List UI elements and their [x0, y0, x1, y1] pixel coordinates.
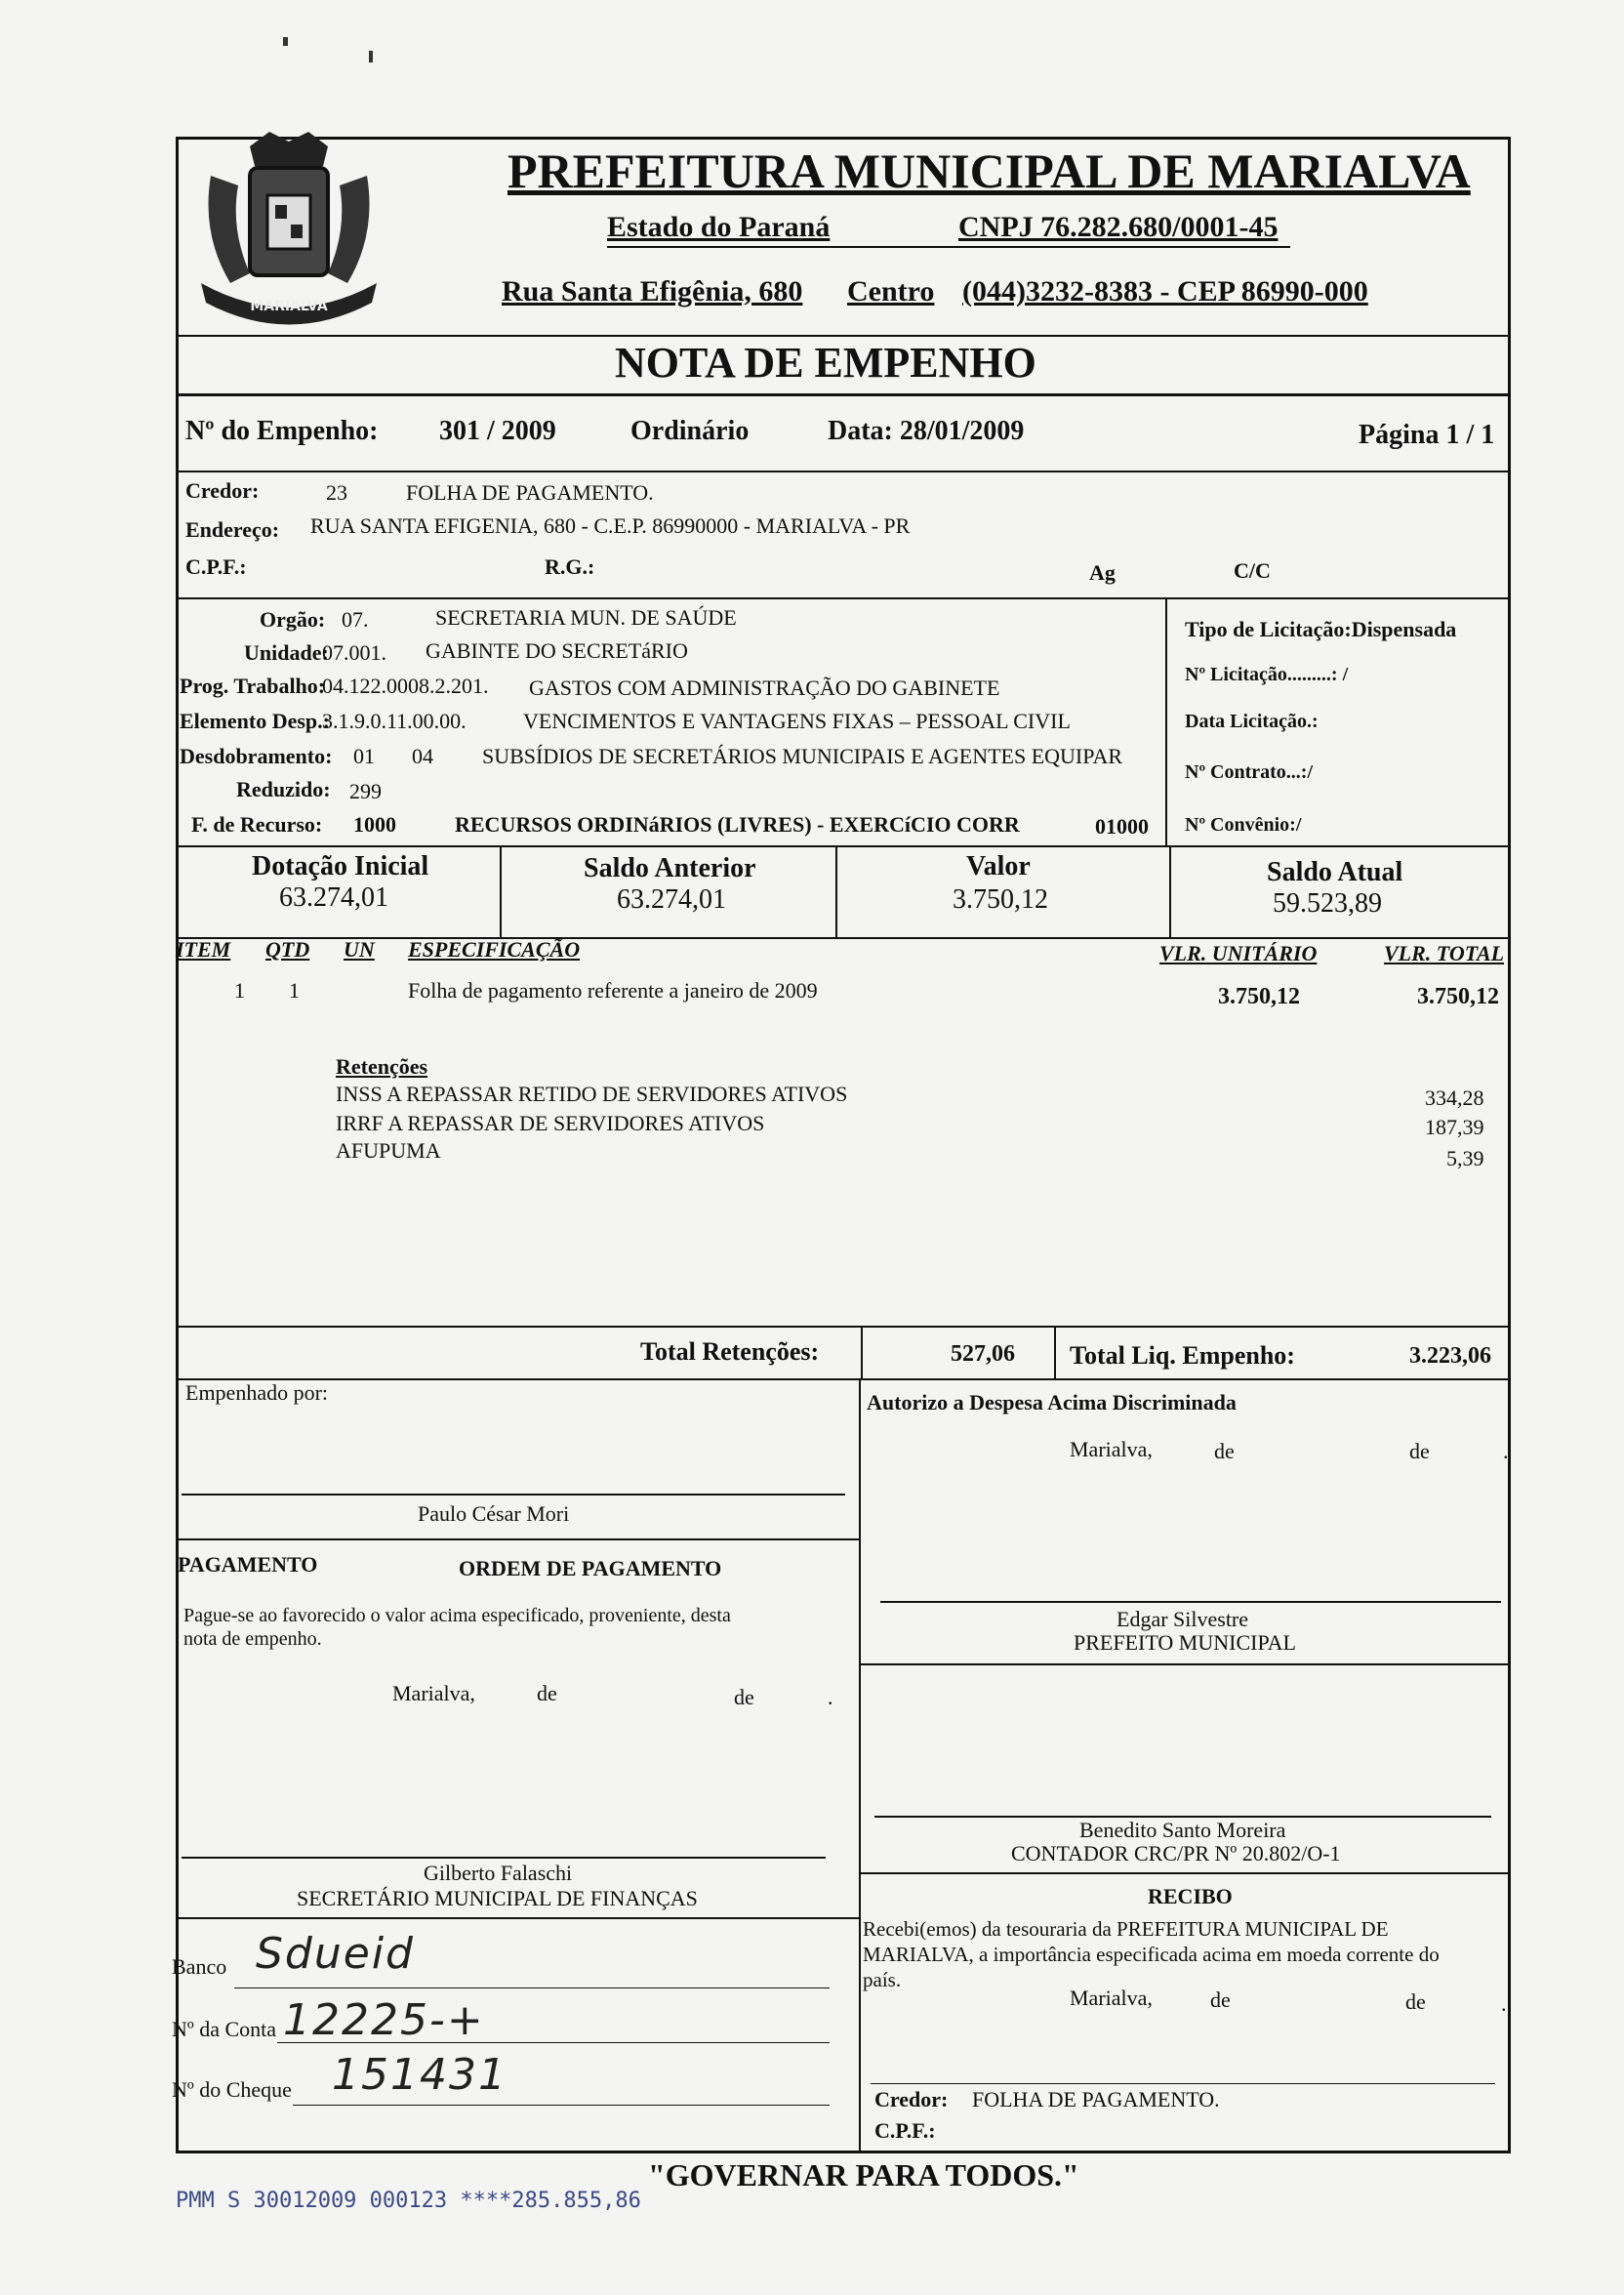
item-unit-value: 3.750,12 [1218, 984, 1300, 1009]
item-number: 1 [234, 978, 245, 1003]
dotacao-label: Dotação Inicial [252, 851, 429, 881]
conta-label: Nº da Conta [172, 2017, 277, 2041]
retencao-value: 334,28 [1425, 1086, 1484, 1110]
date-de: de [1214, 1439, 1235, 1463]
elemento-value: VENCIMENTOS E VANTAGENS FIXAS – PESSOAL CIVIL [523, 709, 1071, 733]
unidade-code: 07.001. [322, 640, 386, 665]
rg-label: R.G.: [545, 554, 595, 579]
pagamento-heading: PAGAMENTO [178, 1552, 318, 1577]
ordem-heading: ORDEM DE PAGAMENTO [459, 1556, 722, 1580]
cc-label: C/C [1234, 558, 1271, 583]
total-retencoes-value: 527,06 [951, 1341, 1015, 1367]
total-retencoes-label: Total Retenções: [640, 1337, 820, 1366]
divider [1165, 597, 1167, 845]
cpf-label: C.P.F.: [185, 554, 247, 579]
divider [1169, 845, 1171, 937]
orgao-value: SECRETARIA MUN. DE SAÚDE [435, 605, 737, 630]
divider [176, 1326, 1511, 1328]
orgao-code: 07. [342, 607, 369, 632]
cheque-handwritten: 151431 [332, 2050, 508, 2100]
endereco-label: Endereço: [185, 517, 280, 542]
prog-code: 04.122.0008.2.201. [322, 674, 489, 698]
date-de: de [1210, 1988, 1231, 2012]
autorizo-heading: Autorizo a Despesa Acima Discriminada [867, 1390, 1237, 1414]
item-spec: Folha de pagamento referente a janeiro de 2009 [408, 978, 818, 1003]
endereco-value: RUA SANTA EFIGENIA, 680 - C.E.P. 86990000 - MARIALVA - PR [310, 513, 911, 538]
recibo-text: Recebi(emos) da tesouraria da PREFEITURA MUNICIPAL DE [863, 1917, 1389, 1941]
recibo-text: país. [863, 1968, 902, 1991]
saldo-anterior-label: Saldo Anterior [584, 853, 756, 883]
unidade-value: GABINTE DO SECRETáRIO [426, 638, 688, 663]
prefeito-name: Edgar Silvestre [1116, 1607, 1249, 1631]
scan-speck [369, 51, 373, 62]
divider [859, 1872, 1511, 1874]
municipal-seal-icon [191, 127, 386, 332]
desdobramento-code: 04 [412, 744, 433, 768]
ag-label: Ag [1089, 560, 1116, 585]
recurso-code: 1000 [353, 812, 396, 837]
header-underline [607, 246, 1290, 248]
date-dot: . [828, 1685, 833, 1709]
signature-line [880, 1601, 1501, 1603]
saldo-atual-label: Saldo Atual [1267, 857, 1403, 887]
signature-line [182, 1857, 826, 1859]
divider [176, 1538, 859, 1540]
licitacao-data: Data Licitação.: [1185, 711, 1319, 732]
divider [176, 335, 1511, 337]
date-city: Marialva, [1070, 1437, 1153, 1461]
state-label: Estado do Paraná [607, 211, 831, 243]
recibo-heading: RECIBO [1148, 1884, 1233, 1908]
dotacao-value: 63.274,01 [279, 882, 388, 913]
total-liq-label: Total Liq. Empenho: [1070, 1341, 1295, 1370]
contador-name: Benedito Santo Moreira [1079, 1818, 1286, 1842]
date-de: de [537, 1681, 557, 1705]
mechanical-stamp: PMM S 30012009 000123 ****285.855,86 [176, 2189, 641, 2213]
page-number: Página 1 / 1 [1359, 420, 1495, 450]
convenio-numero: Nº Convênio:/ [1185, 814, 1302, 836]
elemento-code: 3.1.9.0.11.00.00. [322, 709, 467, 733]
col-item: ITEM [176, 937, 231, 962]
recibo-credor-label: Credor: [874, 2087, 949, 2111]
conta-line [277, 2042, 830, 2043]
pague-text: Pague-se ao favorecido o valor acima especificado, proveniente, desta [183, 1605, 731, 1626]
date-city: Marialva, [1070, 1986, 1153, 2010]
saldo-atual-value: 59.523,89 [1273, 888, 1382, 919]
recibo-credor-value: FOLHA DE PAGAMENTO. [972, 2087, 1220, 2111]
valor-value: 3.750,12 [953, 884, 1048, 915]
divider [176, 393, 1511, 396]
secretario-title: SECRETÁRIO MUNICIPAL DE FINANÇAS [297, 1886, 698, 1910]
empenho-number: 301 / 2009 [439, 416, 556, 446]
phone-cep-label: (044)3232-8383 - CEP 86990-000 [962, 275, 1368, 307]
date-city: Marialva, [392, 1681, 475, 1705]
cheque-label: Nº do Cheque [172, 2077, 292, 2102]
secretario-name: Gilberto Falaschi [424, 1861, 573, 1885]
licitacao-tipo: Tipo de Licitação:Dispensada [1185, 617, 1457, 641]
orgao-label: Orgão: [260, 607, 326, 632]
recurso-value: RECURSOS ORDINáRIOS (LIVRES) - EXERCíCIO CORR [455, 812, 1020, 837]
credor-name: FOLHA DE PAGAMENTO. [406, 480, 654, 505]
recibo-cpf-label: C.P.F.: [874, 2118, 936, 2143]
credor-code: 23 [326, 480, 347, 505]
date-de: de [734, 1685, 754, 1709]
empenho-date: Data: 28/01/2009 [828, 416, 1025, 446]
date-de: de [1405, 1989, 1426, 2014]
divider [861, 1326, 863, 1380]
prog-value: GASTOS COM ADMINISTRAÇÃO DO GABINETE [529, 676, 1000, 700]
item-qty: 1 [289, 978, 300, 1003]
scan-speck [283, 37, 288, 46]
col-spec: ESPECIFICAÇÃO [408, 937, 581, 962]
recurso-label: F. de Recurso: [191, 812, 323, 837]
divider [859, 1378, 861, 2153]
divider [176, 1917, 859, 1919]
valor-label: Valor [966, 851, 1031, 881]
contador-title: CONTADOR CRC/PR Nº 20.802/O-1 [1011, 1841, 1341, 1865]
conta-handwritten: 12225-+ [283, 1995, 485, 2045]
item-total-value: 3.750,12 [1417, 984, 1499, 1009]
date-de: de [1409, 1439, 1430, 1463]
signature-line [871, 2083, 1495, 2084]
retencao-desc: INSS A REPASSAR RETIDO DE SERVIDORES ATIVOS [336, 1082, 848, 1106]
elemento-label: Elemento Desp.: [180, 709, 330, 733]
reduzido-label: Reduzido: [236, 777, 331, 801]
date-dot: . [1503, 1439, 1509, 1463]
signature-line [182, 1494, 845, 1496]
total-liq-value: 3.223,06 [1409, 1343, 1491, 1369]
seal-text: MARIALVA [250, 299, 328, 314]
divider [176, 471, 1511, 472]
empenhado-name: Paulo César Mori [418, 1501, 570, 1526]
empenho-type: Ordinário [630, 416, 750, 446]
retencao-desc: IRRF A REPASSAR DE SERVIDORES ATIVOS [336, 1111, 765, 1135]
date-dot: . [1501, 1991, 1507, 2016]
banco-handwritten: Sdueid [256, 1929, 415, 1979]
divider [176, 937, 1511, 939]
retencao-desc: AFUPUMA [336, 1138, 441, 1163]
contrato-numero: Nº Contrato...:/ [1185, 761, 1314, 783]
recurso-code-2: 01000 [1095, 814, 1149, 839]
retencao-value: 5,39 [1446, 1146, 1484, 1170]
col-unit-value: VLR. UNITÁRIO [1159, 941, 1318, 965]
retencoes-label: Retenções [336, 1054, 428, 1079]
credor-label: Credor: [185, 478, 260, 503]
recibo-text: MARIALVA, a importância especificada acima em moeda corrente do [863, 1943, 1440, 1966]
address-label: Rua Santa Efigênia, 680 [502, 275, 803, 307]
cnpj-label: CNPJ 76.282.680/0001-45 [958, 211, 1279, 243]
col-un: UN [344, 937, 375, 962]
divider [1054, 1326, 1056, 1380]
unidade-label: Unidade: [244, 640, 329, 665]
col-qtd: QTD [265, 937, 310, 962]
empenho-number-label: Nº do Empenho: [185, 416, 379, 446]
desdobramento-label: Desdobramento: [180, 744, 333, 768]
licitacao-numero: Nº Licitação.........: / [1185, 664, 1349, 685]
district-label: Centro [847, 275, 935, 307]
desdobramento-code: 01 [353, 744, 375, 768]
pague-text: nota de empenho. [183, 1628, 322, 1650]
divider [859, 1663, 1511, 1665]
divider [835, 845, 837, 937]
desdobramento-value: SUBSÍDIOS DE SECRETÁRIOS MUNICIPAIS E AGENTES EQUIPAR [482, 744, 1123, 768]
divider [176, 597, 1511, 599]
prefeito-title: PREFEITO MUNICIPAL [1074, 1630, 1296, 1655]
empenhado-label: Empenhado por: [185, 1380, 329, 1405]
saldo-anterior-value: 63.274,01 [617, 884, 726, 915]
divider [500, 845, 502, 937]
divider [176, 1378, 1511, 1380]
page-title: PREFEITURA MUNICIPAL DE MARIALVA [508, 143, 1471, 198]
retencao-value: 187,39 [1425, 1115, 1484, 1139]
banco-label: Banco [172, 1954, 227, 1979]
prog-label: Prog. Trabalho: [180, 674, 326, 698]
cheque-line [293, 2105, 830, 2106]
motto: "GOVERNAR PARA TODOS." [648, 2157, 1079, 2193]
col-total-value: VLR. TOTAL [1384, 941, 1505, 965]
reduzido-value: 299 [349, 779, 382, 803]
divider [176, 845, 1511, 847]
document-title: NOTA DE EMPENHO [615, 339, 1036, 387]
